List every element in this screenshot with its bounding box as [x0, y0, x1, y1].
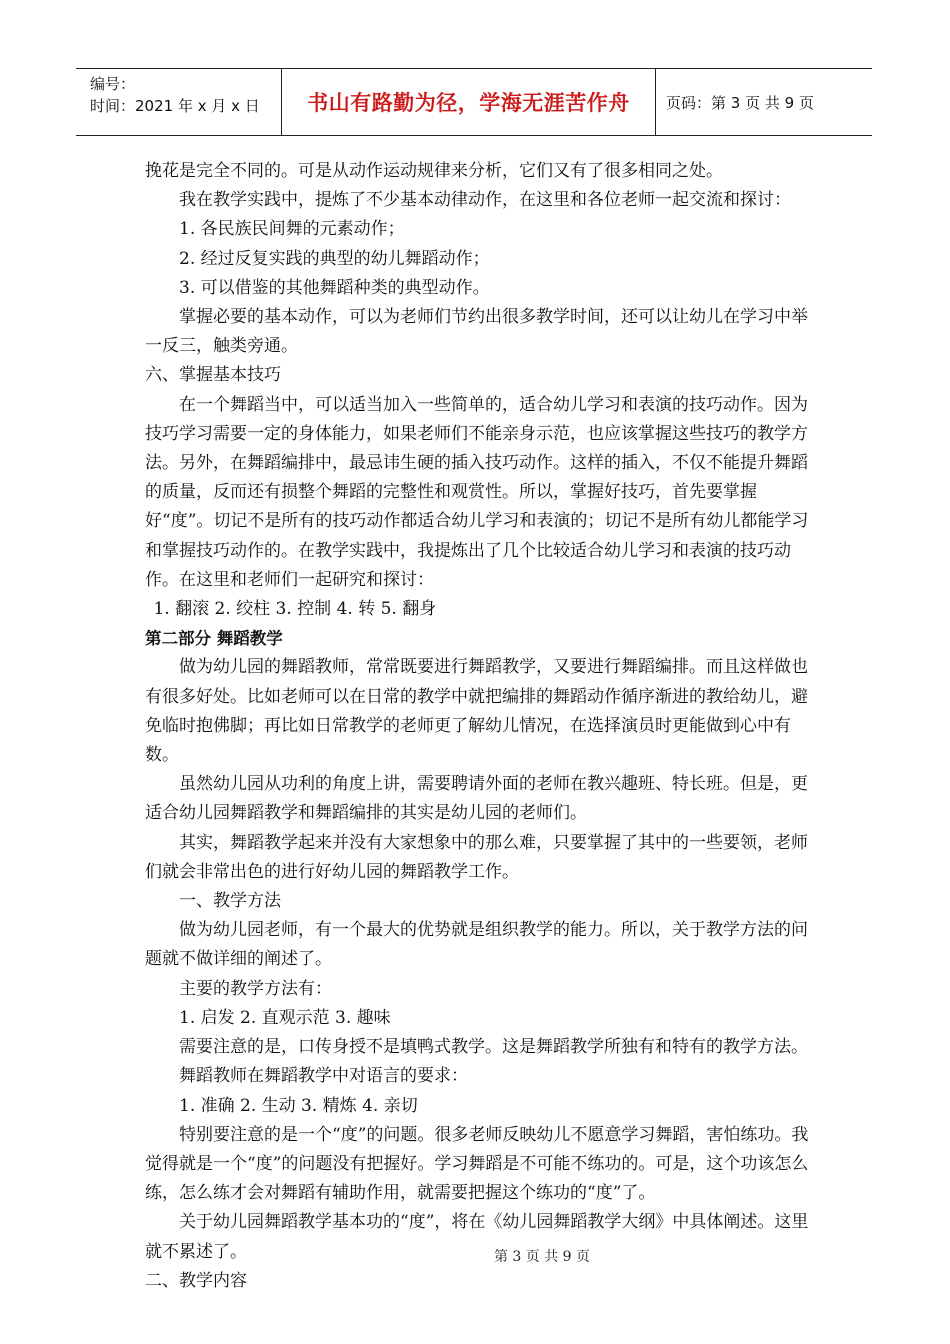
paragraph: 虽然幼儿园从功利的角度上讲，需要聘请外面的老师在教兴趣班、特长班。但是，更适合幼儿园舞蹈教学和舞蹈编排的其实是幼儿园的老师们。	[145, 774, 808, 824]
paragraph: 在一个舞蹈当中，可以适当加入一些简单的，适合幼儿学习和表演的技巧动作。因为技巧学习需要一定的身体能力，如果老师们不能亲身示范，也应该掌握这些技巧的教学方法。另外，在舞蹈编排中，最忌讳生硬的插入技巧动作。这样的插入，不仅不能提升舞蹈的质量，反而还有损整个舞蹈的完整性和观赏性。所以，掌握好技巧，首先要掌握好“度”。切记不是所有的技巧动作都适合幼儿学习和表演的；切记不是所有幼儿都能学习和掌握技巧动作的。在教学实践中，我提炼出了几个比较适合幼儿学习和表演的技巧动作。在这里和老师们一起研究和探讨：	[145, 394, 809, 590]
page-header	[76, 68, 872, 136]
paragraph: 需要注意的是，口传身授不是填鸭式教学。这是舞蹈教学所独有和特有的教学方法。	[179, 1037, 808, 1058]
list-item: 1. 各民族民间舞的元素动作；	[179, 219, 405, 240]
document-body	[145, 157, 815, 1296]
paragraph: 我在教学实践中，提炼了不少基本动律动作，在这里和各位老师一起交流和探讨：	[179, 190, 791, 211]
paragraph: 其实，舞蹈教学起来并没有大家想象中的那么难，只要掌握了其中的一些要领，老师们就会非常出色的进行好幼儿园的舞蹈教学工作。	[145, 832, 808, 882]
header-page-info: 页码：第 3 页 共 9 页	[666, 93, 814, 112]
paragraph: 做为幼儿园老师，有一个最大的优势就是组织教学的能力。所以，关于教学方法的问题就不做详细的阐述了。	[145, 920, 808, 970]
section-heading: 二、教学内容	[145, 1270, 247, 1291]
page-footer: 第 3 页 共 9 页	[493, 1249, 591, 1265]
header-motto: 书山有路勤为径，学海无涯苦作舟	[282, 69, 656, 135]
paragraph: 舞蹈教师在舞蹈教学中对语言的要求：	[179, 1066, 468, 1087]
paragraph: 关于幼儿园舞蹈教学基本功的“度”，将在《幼儿园舞蹈教学大纲》中具体阐述。这里就不累述了。	[145, 1212, 809, 1262]
header-meta	[76, 69, 282, 135]
list-item: 3. 可以借鉴的其他舞蹈种类的典型动作。	[179, 277, 490, 298]
part-title: 第二部分 舞蹈教学	[145, 629, 283, 649]
paragraph: 挽花是完全不同的。可是从动作运动规律来分析，它们又有了很多相同之处。	[145, 161, 723, 181]
document-number-label: 编号：	[90, 75, 136, 93]
document-date-label: 时间：2021 年 x 月 x 日	[90, 97, 260, 115]
list-item: 1. 启发 2. 直观示范 3. 趣味	[179, 1007, 391, 1028]
list-item: 2. 经过反复实践的典型的幼儿舞蹈动作；	[179, 248, 490, 269]
section-heading: 六、掌握基本技巧	[145, 365, 281, 386]
paragraph: 做为幼儿园的舞蹈教师，常常既要进行舞蹈教学，又要进行舞蹈编排。而且这样做也有很多好处。比如老师可以在日常的教学中就把编排的舞蹈动作循序渐进的教给幼儿，避免临时抱佛脚；再比如日常教学的老师更了解幼儿情况，在选择演员时更能做到心中有数。	[145, 657, 808, 766]
paragraph: 掌握必要的基本动作，可以为老师们节约出很多教学时间，还可以让幼儿在学习中举一反三，触类旁通。	[145, 307, 808, 357]
list-item: 1. 翻滚 2. 绞柱 3. 控制 4. 转 5. 翻身	[153, 599, 437, 620]
paragraph: 主要的教学方法有：	[179, 978, 332, 999]
list-item: 1. 准确 2. 生动 3. 精炼 4. 亲切	[179, 1095, 418, 1116]
paragraph: 特别要注意的是一个“度”的问题。很多老师反映幼儿不愿意学习舞蹈，害怕练功。我觉得就是一个“度”的问题没有把握好。学习舞蹈是不可能不练功的。可是，这个功该怎么练，怎么练才会对舞蹈有辅助作用，就需要把握这个练功的“度”了。	[145, 1124, 809, 1204]
section-heading: 一、教学方法	[179, 891, 281, 912]
